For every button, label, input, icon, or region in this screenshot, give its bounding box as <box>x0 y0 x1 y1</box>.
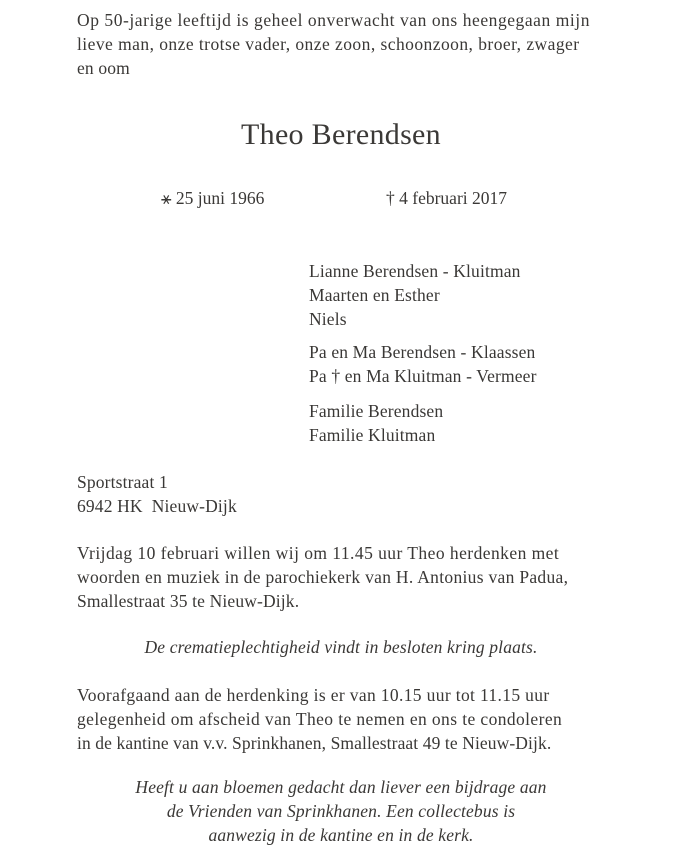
family-group-relatives <box>309 399 443 447</box>
cremation-note: De crematieplechtigheid vindt in besloten kring plaats. <box>144 637 538 657</box>
address-street: Sportstraat 1 <box>77 472 168 492</box>
family-line: Maarten en Esther <box>309 285 440 305</box>
service-line: woorden en muziek in de parochiekerk van H. Antonius van Padua, <box>77 567 569 587</box>
family-line: Pa en Ma Berendsen - Klaassen <box>309 342 536 362</box>
service-line: Vrijdag 10 februari willen wij om 11.45 uur Theo herdenken met <box>77 543 560 563</box>
farewell-line: gelegenheid om afscheid van Theo te nemen en ons te condoleren <box>77 709 563 729</box>
service-paragraph <box>77 541 568 613</box>
service-line: Smallestraat 35 te Nieuw-Dijk. <box>77 591 300 611</box>
death-date: † 4 februari 2017 <box>386 188 508 208</box>
family-line: Lianne Berendsen - Kluitman <box>309 261 521 281</box>
intro-line: lieve man, onze trotse vader, onze zoon, schoonzoon, broer, zwager <box>77 34 580 54</box>
family-group-parents <box>309 340 537 388</box>
family-line: Niels <box>309 309 347 329</box>
family-line: Familie Kluitman <box>309 425 436 445</box>
flowers-line: aanwezig in de kantine en in de kerk. <box>208 825 474 845</box>
deceased-name: Theo Berendsen <box>241 118 441 151</box>
farewell-line: in de kantine van v.v. Sprinkhanen, Smallestraat 49 te Nieuw-Dijk. <box>77 733 552 753</box>
farewell-paragraph <box>77 683 562 755</box>
address <box>77 470 237 518</box>
intro-paragraph <box>77 8 590 80</box>
family-line: Pa † en Ma Kluitman - Vermeer <box>309 366 537 386</box>
family-group-partner-children <box>309 259 521 331</box>
flowers-line: de Vrienden van Sprinkhanen. Een collectebus is <box>166 801 516 821</box>
farewell-line: Voorafgaand aan de herdenking is er van 10.15 uur tot 11.15 uur <box>77 685 550 705</box>
address-city: 6942 HK Nieuw-Dijk <box>77 496 237 516</box>
intro-line: en oom <box>77 58 130 78</box>
flowers-note <box>0 775 682 847</box>
intro-line: Op 50-jarige leeftijd is geheel onverwacht van ons heengegaan mijn <box>77 10 591 30</box>
flowers-line: Heeft u aan bloemen gedacht dan liever een bijdrage aan <box>135 777 547 797</box>
family-line: Familie Berendsen <box>309 401 444 421</box>
birth-date: ⚹ 25 juni 1966 <box>161 188 265 208</box>
